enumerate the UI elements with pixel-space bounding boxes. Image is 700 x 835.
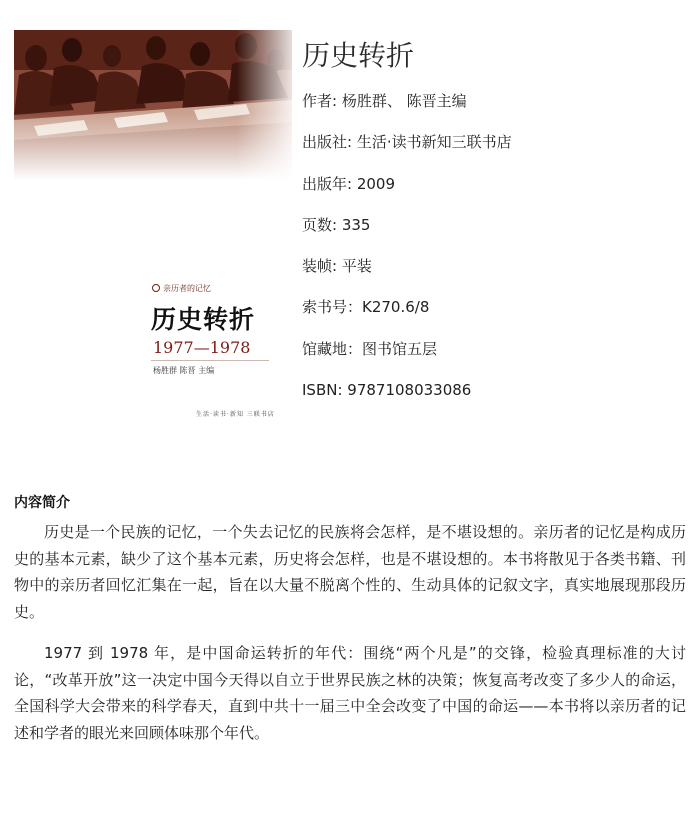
- cover-publisher: 生活·读书·新知 三联书店: [196, 411, 275, 418]
- meta-isbn: ISBN: 9787108033086: [302, 381, 472, 400]
- intro-paragraph: 1977 到 1978 年，是中国命运转折的年代：围绕“两个凡是”的交锋，检验真理标准的大讨论，“改革开放”这一决定中国今天得以自立于世界民族之林的决策；恢复高考改变了多少人的命运，全国科学大会带来的科学春天，直到中共十一届三中全会改变了中国的命运——本书将以亲历者的记述和学者的眼光来回顾体味那个年代。: [14, 643, 686, 742]
- meta-author: 作者: 杨胜群、 陈晋主编: [302, 92, 467, 110]
- intro-heading: 内容简介: [14, 495, 70, 511]
- book-cover: [14, 30, 292, 430]
- meta-call-number: 索书号：K270.6/8: [302, 298, 430, 317]
- meta-year: 出版年: 2009: [302, 174, 395, 193]
- cover-years: 1977—1978: [153, 338, 251, 357]
- cover-title: 历史转折: [151, 305, 256, 334]
- meta-location: 馆藏地：图书馆五层: [302, 339, 438, 358]
- cover-photo: [14, 30, 292, 180]
- intro-paragraph: 历史是一个民族的记忆，一个失去记忆的民族将会怎样，是不堪设想的。亲历者的记忆是构成历史的基本元素，缺少了这个基本元素，历史将会怎样，也是不堪设想的。本书将散见于各类书籍、刊物中的亲历者回忆汇集在一起，旨在以大量不脱离个性的、生动具体的记叙文字，真实地展现那段历史。: [14, 523, 686, 622]
- meta-binding: 装帧: 平装: [302, 257, 372, 276]
- cover-series-label: [152, 283, 211, 294]
- book-metadata: [302, 91, 512, 421]
- intro-body: [14, 519, 686, 761]
- meta-publisher: 出版社: 生活·读书新知三联书店: [302, 133, 512, 152]
- book-title: 历史转折: [302, 39, 415, 72]
- cover-editors: 杨胜群 陈晋 主编: [153, 366, 215, 375]
- cover-series-text: 亲历者的记忆: [163, 284, 211, 293]
- circle-icon: [152, 284, 160, 292]
- cover-divider: [151, 360, 269, 361]
- meta-pages: 页数: 335: [302, 215, 371, 234]
